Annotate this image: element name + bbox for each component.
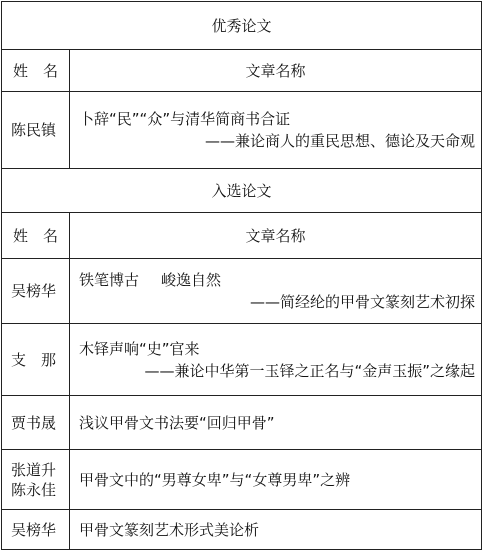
table-row — [2, 510, 482, 550]
column-header-row — [2, 213, 482, 259]
article-cell — [70, 92, 482, 169]
article-cell — [70, 450, 482, 510]
article-cell — [70, 324, 482, 396]
section-title: 入选论文 — [2, 169, 482, 213]
column-header-name: 姓 名 — [2, 50, 70, 92]
column-header-article: 文章名称 — [70, 50, 482, 92]
column-header-article: 文章名称 — [70, 213, 482, 259]
article-title: 甲骨文中的“男尊女卑”与“女尊男卑”之辨 — [79, 470, 351, 489]
article-title-part: 峻逸自然 — [161, 271, 222, 289]
article-cell — [70, 396, 482, 450]
table-row — [2, 92, 482, 169]
author-cell — [2, 396, 70, 450]
author-cell — [2, 259, 70, 324]
section-title: 优秀论文 — [2, 2, 482, 50]
author-name: 吴榜华 — [11, 282, 57, 300]
author-cell — [2, 92, 70, 169]
author-cell — [2, 510, 70, 550]
article-subtitle: ——兼论商人的重民思想、德论及天命观 — [204, 132, 475, 150]
article-title: 浅议甲骨文书法要“回归甲骨” — [79, 413, 275, 432]
article-title: 卜辞“民”“众”与清华简商书合证 — [79, 110, 291, 128]
article-subtitle: ——兼论中华第一玉铎之正名与“金声玉振”之缘起 — [144, 361, 475, 380]
column-header-row — [2, 50, 482, 92]
section-header-row — [2, 169, 482, 213]
author-name: 支 那 — [11, 350, 57, 369]
article-title: 甲骨文篆刻艺术形式美论析 — [79, 520, 260, 539]
table-row — [2, 450, 482, 510]
awards-table — [1, 1, 482, 550]
article-title-part: 铁笔博古 — [79, 271, 140, 289]
article-title — [79, 269, 475, 291]
author-cell — [2, 324, 70, 396]
author-name: 贾书晟 — [11, 413, 57, 432]
table-row — [2, 396, 482, 450]
article-title: 木铎声响“史”官来 — [79, 339, 200, 358]
column-header-name: 姓 名 — [2, 213, 70, 259]
article-cell — [70, 259, 482, 324]
author-name: 张道升 — [11, 460, 57, 479]
section-header-row — [2, 2, 482, 50]
table-row — [2, 324, 482, 396]
author-name: 陈永佳 — [11, 480, 57, 499]
author-name: 吴榜华 — [11, 520, 57, 539]
article-subtitle: ——简经纶的甲骨文篆刻艺术初探 — [249, 293, 475, 311]
table-row — [2, 259, 482, 324]
author-cell — [2, 450, 70, 510]
article-cell — [70, 510, 482, 550]
author-name: 陈民镇 — [11, 121, 57, 139]
